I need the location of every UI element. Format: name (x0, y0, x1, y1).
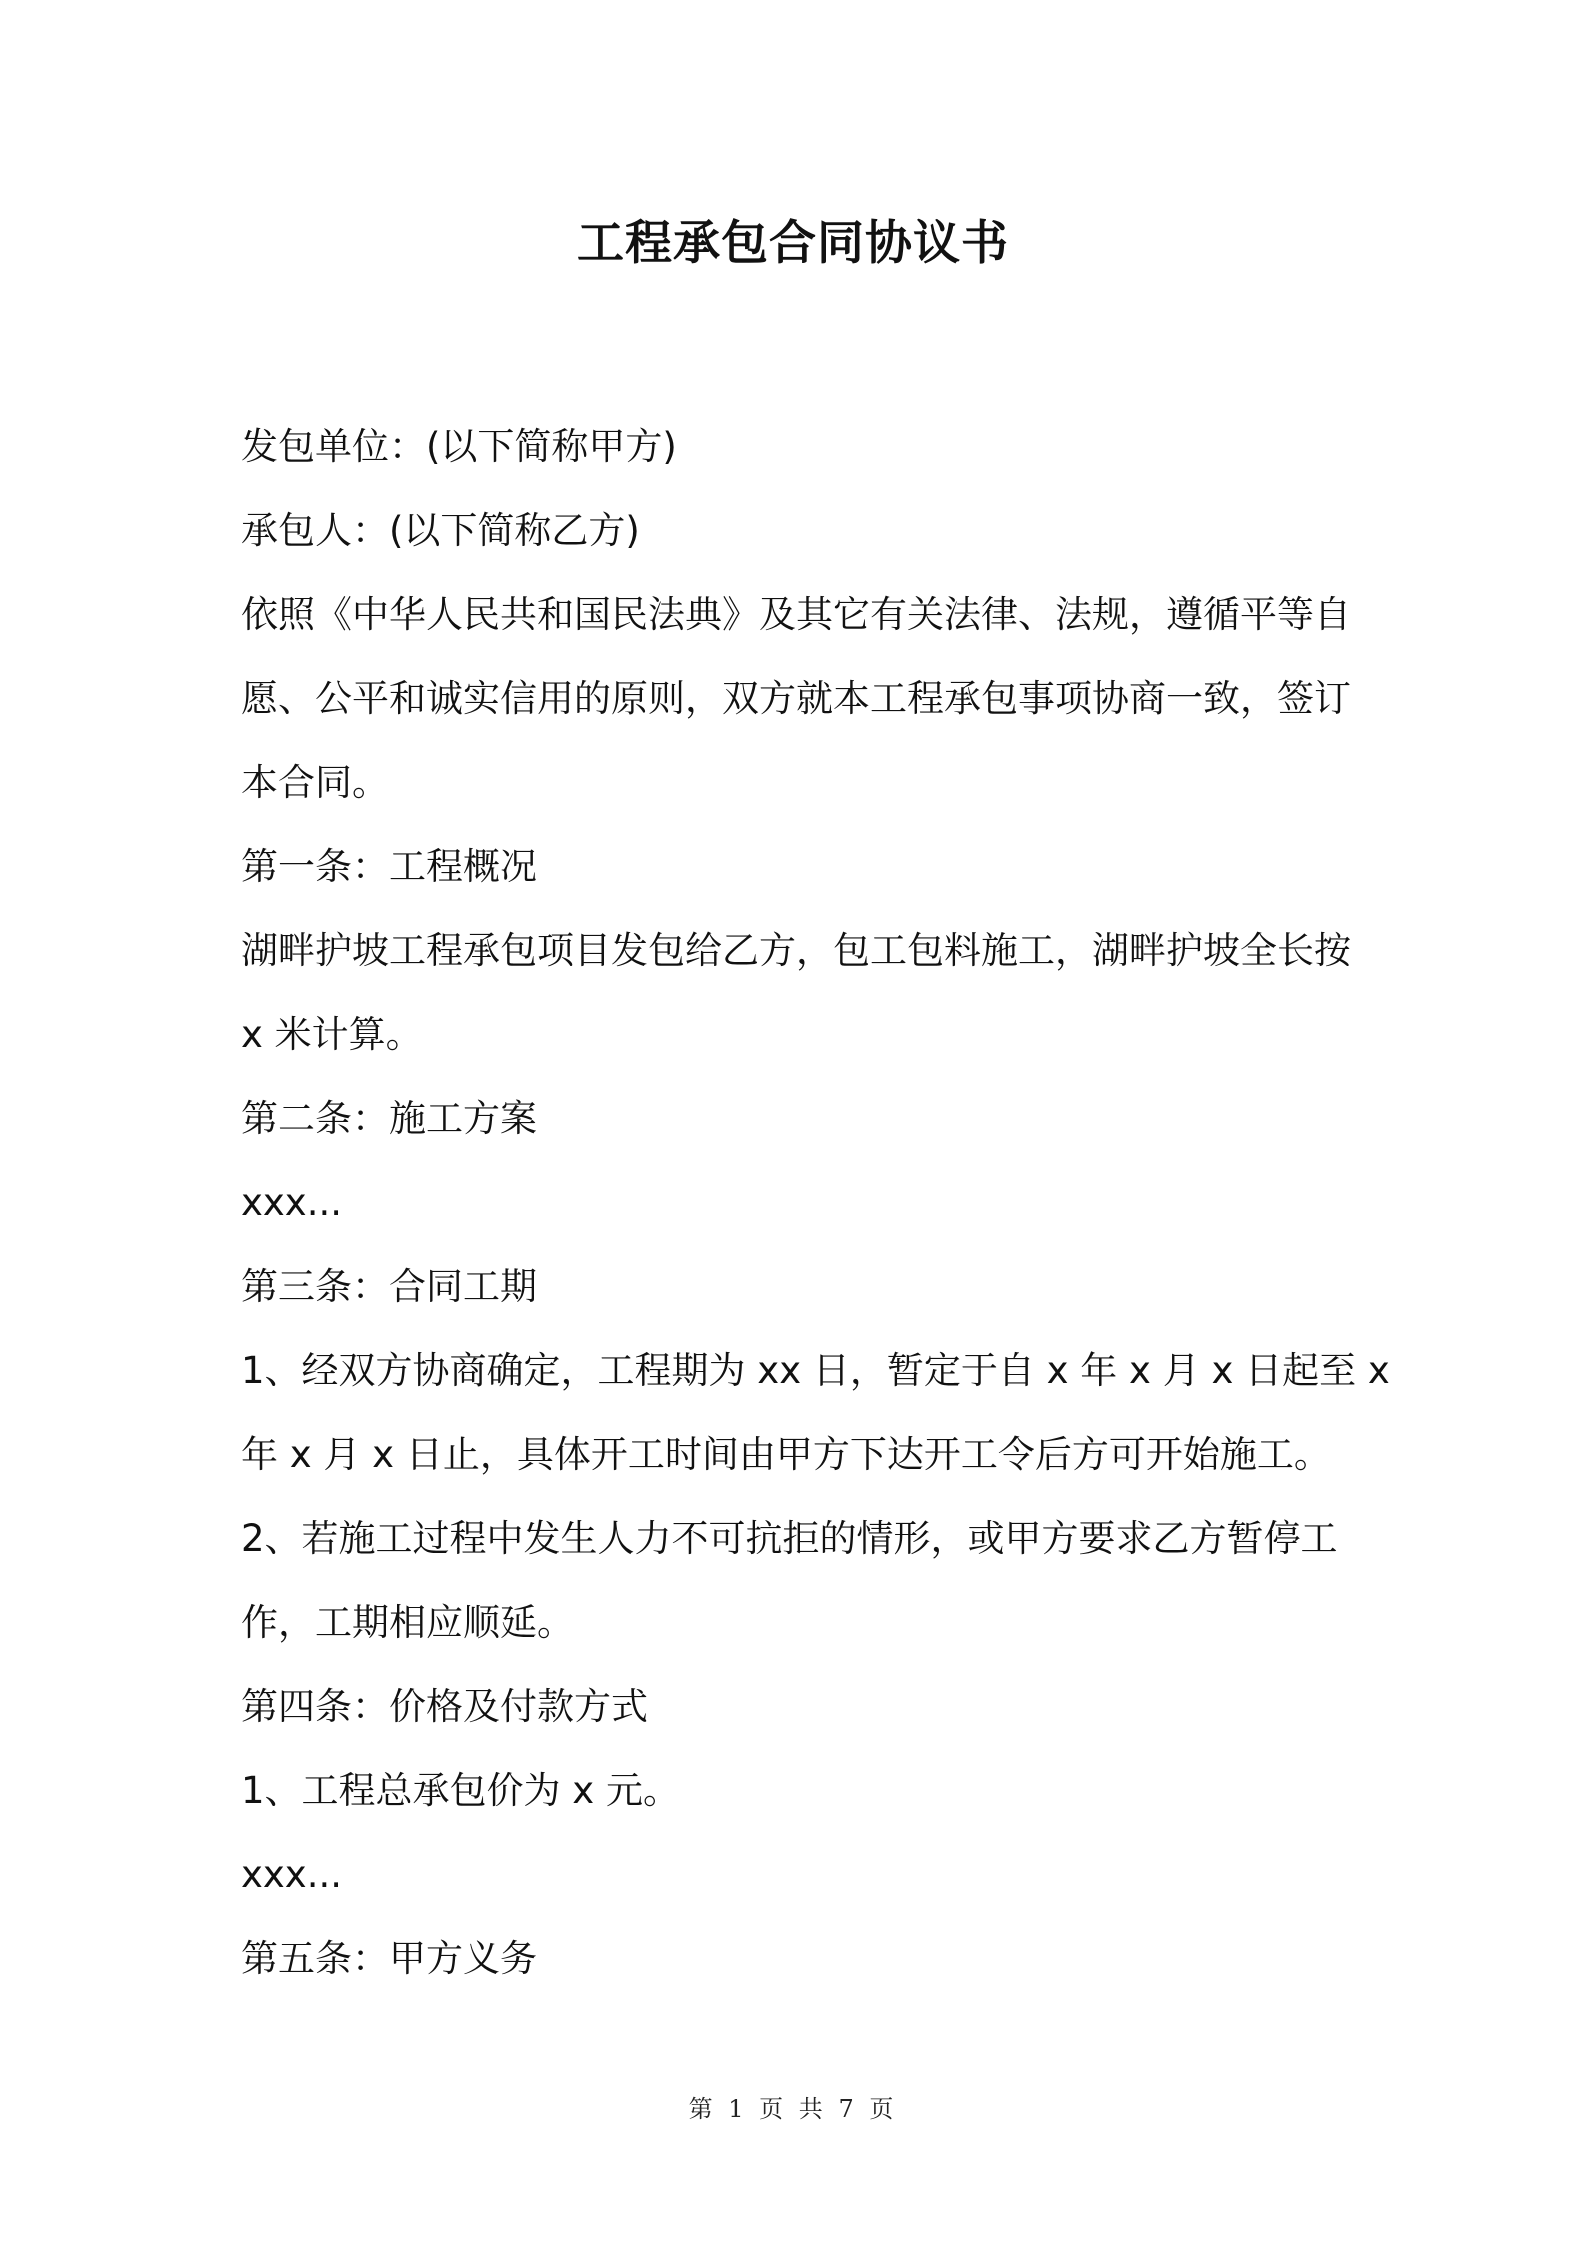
party-b-line: 承包人：(以下简称乙方) (241, 509, 640, 552)
article-3-item-1-line-1: 1、经双方协商确定，工程期为 xx 日，暂定于自 x 年 x 月 x 日起至 x (241, 1349, 1390, 1392)
article-5-heading: 第五条：甲方义务 (241, 1937, 537, 1980)
article-4-placeholder: xxx... (241, 1853, 342, 1896)
article-2-placeholder: xxx... (241, 1181, 342, 1224)
preamble-line-1: 依照《中华人民共和国民法典》及其它有关法律、法规，遵循平等自 (241, 593, 1351, 636)
party-a-line: 发包单位：(以下简称甲方) (241, 425, 677, 468)
article-3-item-1-line-2: 年 x 月 x 日止，具体开工时间由甲方下达开工令后方可开始施工。 (241, 1433, 1331, 1476)
article-3-item-2-line-1: 2、若施工过程中发生人力不可抗拒的情形，或甲方要求乙方暂停工 (241, 1517, 1338, 1560)
article-3-item-2-line-2: 作，工期相应顺延。 (241, 1601, 574, 1644)
document-body (241, 405, 1390, 2001)
article-1-heading: 第一条：工程概况 (241, 845, 537, 888)
document-title: 工程承包合同协议书 (577, 216, 1009, 271)
article-1-text-line-1: 湖畔护坡工程承包项目发包给乙方，包工包料施工，湖畔护坡全长按 (241, 929, 1351, 972)
preamble-line-2: 愿、公平和诚实信用的原则，双方就本工程承包事项协商一致，签订 (241, 677, 1351, 720)
article-2-heading: 第二条：施工方案 (241, 1097, 537, 1140)
page-number-footer: 第 1 页 共 7 页 (688, 2095, 898, 2123)
article-3-heading: 第三条：合同工期 (241, 1265, 537, 1308)
article-4-item-1: 1、工程总承包价为 x 元。 (241, 1769, 680, 1812)
article-1-text-line-2: x 米计算。 (241, 1013, 423, 1056)
article-4-heading: 第四条：价格及付款方式 (241, 1685, 648, 1728)
preamble-line-3: 本合同。 (241, 761, 389, 804)
